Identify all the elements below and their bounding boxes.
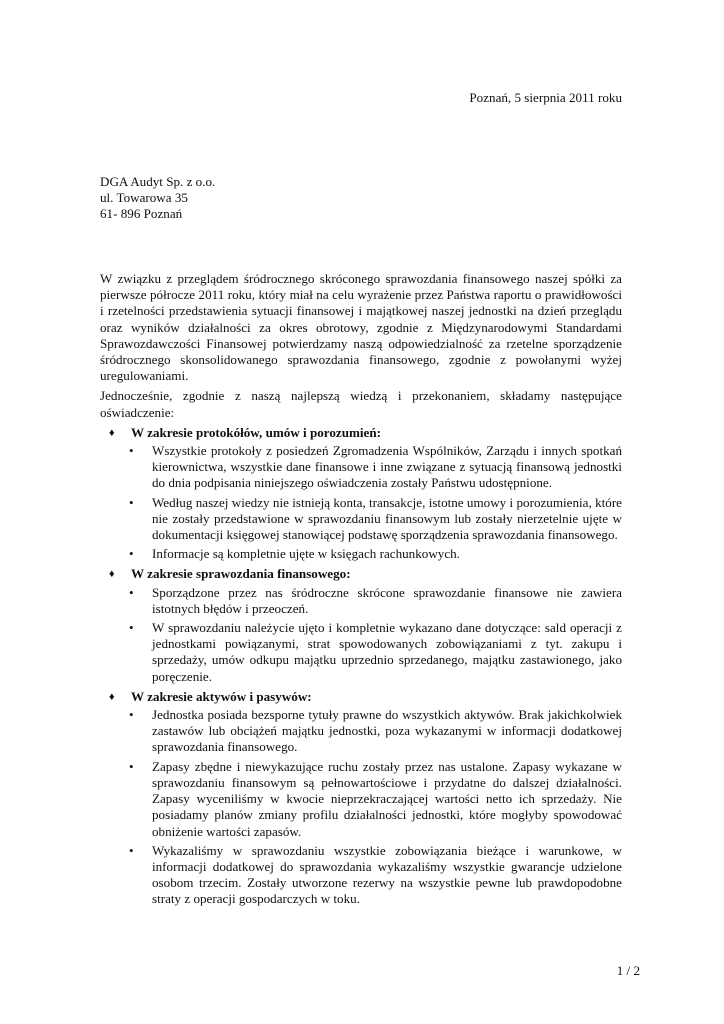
- date-line: Poznań, 5 sierpnia 2011 roku: [469, 90, 622, 105]
- list-item: [100, 620, 622, 685]
- bullet-icon: •: [129, 842, 134, 858]
- bullet-icon: •: [129, 758, 134, 774]
- bullet-icon: •: [129, 546, 134, 562]
- list-item: [100, 495, 622, 544]
- diamond-bullet-icon: ♦: [109, 426, 115, 439]
- list-item-text: Według naszej wiedzy nie istnieją konta, transakcje, istotne umowy i porozumienia, które nie zostały przedstawione w sprawozdaniu finansowym lub zostały nierzetelnie ujęte w dokumentacji księgowej stanowiącej podstawę sporządzenia sprawozdania finansowego.: [152, 494, 622, 543]
- bullet-icon: •: [129, 584, 134, 600]
- section-items: [100, 443, 622, 562]
- section-financial-statement: [100, 566, 622, 684]
- section-assets-liabilities: [100, 689, 622, 908]
- list-item-text: Sporządzone przez nas śródroczne skrócone sprawozdanie finansowe nie zawiera istotnych błędów i przeoczeń.: [152, 584, 622, 616]
- diamond-bullet-icon: ♦: [109, 568, 115, 581]
- list-item-text: W sprawozdaniu należycie ujęto i kompletnie wykazano dane dotyczące: sald operacji z jednostkami powiązanymi, strat spowodowanych zobowiązaniami z tyt. zakupu i sprzedaży, umów odkupu majątku uprzednio sprzedanego, majątku zastawionego, jako poręczenie.: [152, 620, 622, 684]
- diamond-bullet-icon: ♦: [109, 690, 115, 703]
- letter-body: [100, 271, 622, 911]
- recipient-name: DGA Audyt Sp. z o.o.: [100, 174, 216, 189]
- recipient-city: 61- 896 Poznań: [100, 206, 183, 222]
- list-item: [100, 707, 622, 756]
- recipient-address: [100, 174, 400, 223]
- intro-paragraph: W związku z przeglądem śródrocznego skróconego sprawozdania finansowego naszej spółki za pierwsze półrocze 2011 roku, który miał na celu wyrażenie przez Państwa raportu o prawidłowości i rzetelności przedstawienia sytuacji finansowej i majątkowej naszej jednostki na dzień przeglądu oraz wyników działalności za okres obrotowy, zgodnie z Międzynarodowymi Standardami Sprawozdawczości Finansowej potwierdzamy naszą odpowiedzialność za rzetelne sporządzenie śródrocznego skonsolidowanego sprawozdania finansowego, zgodnie z powołanymi wyżej uregulowaniami.: [100, 271, 622, 384]
- list-item-text: Zapasy zbędne i niewykazujące ruchu zostały przez nas ustalone. Zapasy wykazane w sprawozdaniu finansowym są pełnowartościowe i przydatne do dalszej działalności. Zapasy wyceniliśmy w kwocie nieprzekraczającej wartości netto ich sprzedaży. Nie posiadamy planów zmiany profilu działalności jednostki, które mogłyby spowodować obniżenie wartości zapasów.: [152, 758, 622, 839]
- list-item: [100, 843, 622, 908]
- list-item-text: Wykazaliśmy w sprawozdaniu wszystkie zobowiązania bieżące i warunkowe, w informacji dodatkowej do sprawozdania wykazaliśmy wszystkie gwarancje udzielone osobom trzecim. Zostały utworzone rezerwy na wszystkie pewne lub prawdopodobne straty z operacji gospodarczych w toku.: [152, 842, 622, 907]
- list-item-text: Wszystkie protokoły z posiedzeń Zgromadzenia Wspólników, Zarządu i innych spotkań kierownictwa, wszystkie dane finansowe i inne związane z sytuacją finansową jednostki do dnia podpisania niniejszego oświadczenia zostały Państwu udostępnione.: [152, 443, 622, 491]
- list-item: [100, 585, 622, 617]
- section-heading: [100, 425, 622, 441]
- statement-intro: Jednocześnie, zgodnie z naszą najlepszą wiedzą i przekonaniem, składamy następujące oświadczenie:: [100, 388, 622, 420]
- section-agreements: [100, 425, 622, 563]
- bullet-icon: •: [129, 494, 134, 510]
- bullet-icon: •: [129, 443, 134, 459]
- section-heading-text: W zakresie protokółów, umów i porozumień:: [131, 424, 382, 440]
- section-heading-text: W zakresie aktywów i pasywów:: [131, 688, 312, 704]
- section-heading: [100, 566, 622, 582]
- list-item-text: Jednostka posiada bezsporne tytuły prawne do wszystkich aktywów. Brak jakichkolwiek zastawów lub obciążeń majątku jednostki, poza wykazanymi w informacji dodatkowej sprawozdania finansowego.: [152, 707, 622, 755]
- list-item: [100, 546, 622, 562]
- page-number: 1 / 2: [616, 963, 640, 978]
- section-items: [100, 585, 622, 685]
- list-item: [100, 759, 622, 840]
- list-item: [100, 443, 622, 492]
- section-heading: [100, 689, 622, 705]
- recipient-street: ul. Towarowa 35: [100, 190, 188, 206]
- section-heading-text: W zakresie sprawozdania finansowego:: [131, 566, 351, 582]
- bullet-icon: •: [129, 707, 134, 723]
- section-items: [100, 707, 622, 907]
- bullet-icon: •: [129, 620, 134, 636]
- list-item-text: Informacje są kompletnie ujęte w księgach rachunkowych.: [152, 546, 460, 562]
